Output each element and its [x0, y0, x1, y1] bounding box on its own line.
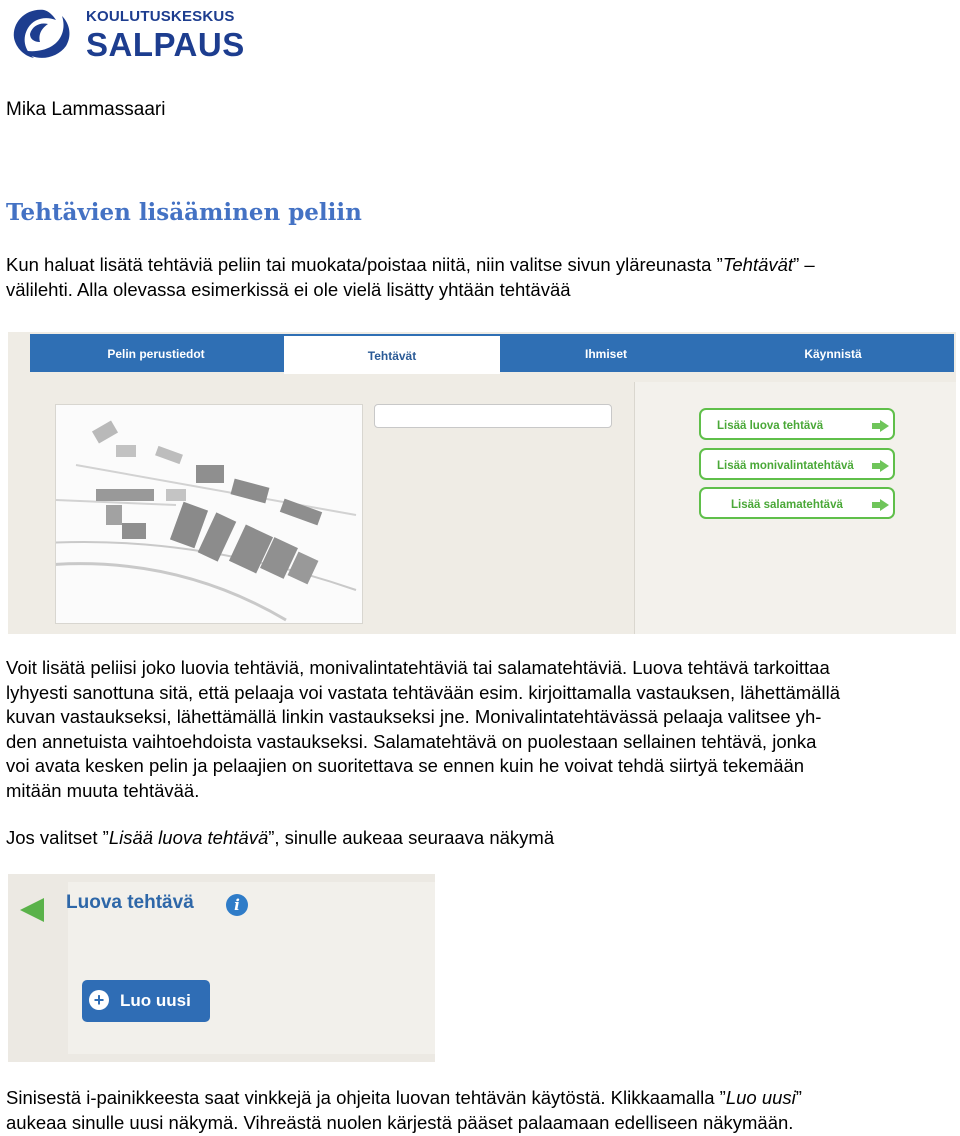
author-name: Mika Lammassaari [6, 99, 166, 120]
create-new-label: Luo uusi [120, 991, 191, 1010]
arrow-head-icon [880, 420, 889, 432]
arrow-head-icon [880, 460, 889, 472]
arrow-right-icon [872, 423, 880, 429]
add-flash-task-button[interactable] [699, 487, 895, 519]
task-types-line-1: Voit lisätä peliisi joko luovia tehtäviä, monivalintatehtäviä tai salamatehtäviä. Luova tehtävä tarkoittaa [6, 657, 830, 678]
intro-line-2: välilehti. Alla olevassa esimerkissä ei ole vielä lisätty yhtään tehtävää [6, 278, 571, 300]
task-name-input[interactable] [374, 404, 612, 428]
select-italic: Lisää luova tehtävä [108, 827, 269, 848]
task-types-line-3: kuvan vastaukseksi, lähettämällä linkin vastaukseksi jne. Monivalintatehtävässä pelaaja valitsee yh- [6, 706, 822, 727]
intro-tail: ” – [793, 254, 815, 275]
select-paragraph [6, 826, 946, 851]
create-new-button[interactable] [82, 980, 210, 1022]
tab-bar [30, 334, 954, 372]
creative-task-screenshot [8, 874, 435, 1062]
intro-line-1: Kun haluat lisätä tehtäviä peliin tai muokata/poistaa niitä, niin valitse sivun yläreunasta ” [6, 254, 723, 275]
add-creative-task-label: Lisää luova tehtävä [717, 420, 824, 432]
task-actions-pane [634, 382, 956, 634]
intro-paragraph [6, 253, 946, 302]
instructions-line-2: aukeaa sinulle uusi näkymä. Vihreästä nuolen kärjestä pääset palaamaan edelliseen näkymään. [6, 1111, 794, 1133]
tab-people[interactable]: Ihmiset [584, 347, 627, 361]
arrow-right-icon [872, 502, 880, 508]
arrow-head-icon [880, 499, 889, 511]
task-types-line-6: mitään muuta tehtävää. [6, 779, 200, 801]
instructions-line-1: Sinisestä i-painikkeesta saat vinkkejä ja ohjeita luovan tehtävän käytöstä. Klikkaamalla ” [6, 1087, 726, 1108]
tab-game-basics[interactable]: Pelin perustiedot [107, 347, 205, 361]
plus-icon: + [89, 990, 109, 1010]
info-icon[interactable]: i [226, 894, 248, 916]
task-types-line-2: lyhyesti sanottuna sitä, että pelaaja voi vastata tehtävään esim. kirjoittamalla vastauksen, lähettämällä [6, 681, 840, 703]
logo-line-2: SALPAUS [86, 26, 245, 63]
instructions-italic: Luo uusi [725, 1087, 796, 1108]
back-arrow-icon[interactable] [20, 898, 44, 922]
instructions-paragraph [6, 1086, 946, 1135]
arrow-right-icon [872, 463, 880, 469]
task-types-line-5: voi avata kesken pelin ja pelaajien on suoritettava se ennen kuin he voivat tehdä siirtyä tekemään [6, 755, 805, 776]
creative-task-title: Luova tehtävä [66, 892, 194, 913]
task-types-line-4: den annetuista vaihtoehdoista vastaukseksi. Salamatehtävä on puolestaan sellainen tehtävä, jonka [6, 730, 817, 752]
campus-map-image [55, 404, 363, 624]
add-creative-task-button[interactable] [699, 408, 895, 440]
game-editor-screenshot [8, 332, 956, 634]
intro-italic-tab: Tehtävät [722, 254, 794, 275]
instructions-quote: ” [795, 1087, 802, 1108]
tab-launch[interactable]: Käynnistä [804, 347, 862, 361]
add-flash-task-label: Lisää salamatehtävä [731, 499, 843, 511]
add-multiple-choice-task-label: Lisää monivalintatehtävä [717, 460, 854, 472]
tab-tasks[interactable]: Tehtävät [284, 336, 500, 374]
select-before: Jos valitset ” [6, 827, 109, 848]
logo-line-1: KOULUTUSKESKUS [86, 8, 235, 25]
select-after: ”, sinulle aukeaa seuraava näkymä [268, 827, 555, 848]
section-heading: Tehtävien lisääminen peliin [6, 199, 362, 226]
add-multiple-choice-task-button[interactable] [699, 448, 895, 480]
task-types-paragraph [6, 656, 946, 803]
